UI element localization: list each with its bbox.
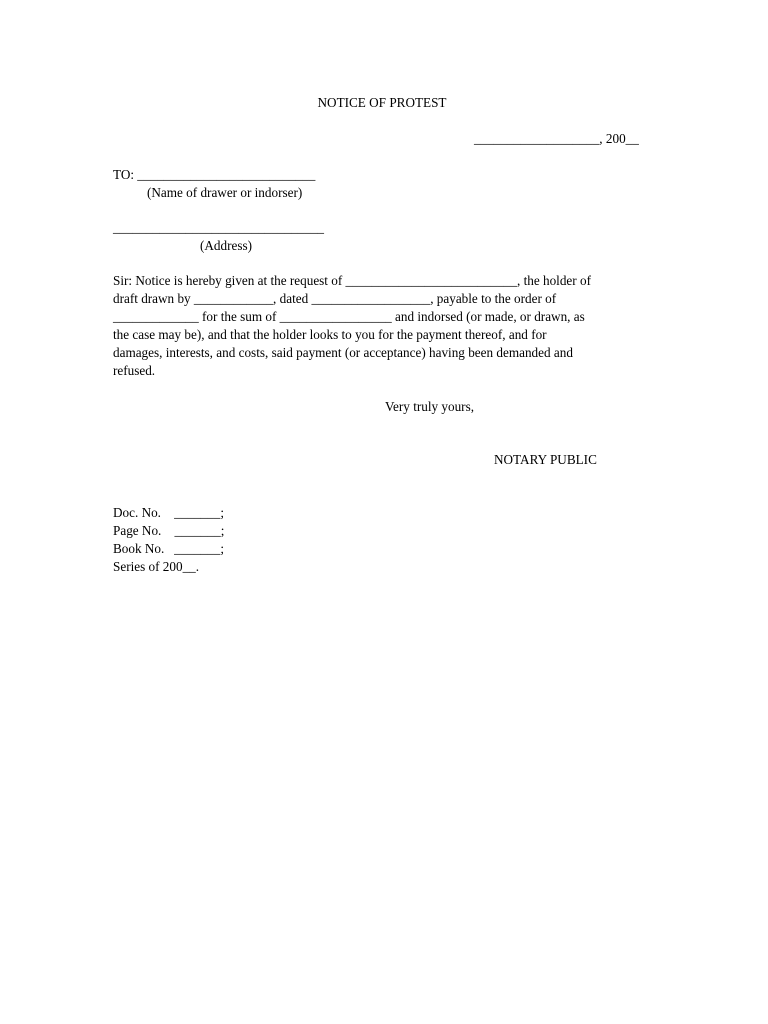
registry-book-no: Book No. _______; bbox=[113, 541, 224, 556]
addressee-caption: (Name of drawer or indorser) bbox=[147, 185, 303, 200]
body-line: Sir: Notice is hereby given at the request of __________________________, the holder of bbox=[113, 273, 591, 288]
body-line: draft drawn by ____________, dated __________________, payable to the order of bbox=[113, 291, 557, 306]
body-line: refused. bbox=[113, 363, 156, 378]
registry-page-no: Page No. _______; bbox=[113, 523, 225, 538]
document-title: NOTICE OF PROTEST bbox=[317, 95, 447, 110]
registry-doc-no: Doc. No. _______; bbox=[113, 505, 224, 520]
body-line: damages, interests, and costs, said payment (or acceptance) having been demanded and bbox=[113, 345, 573, 360]
date-line: ___________________, 200__ bbox=[474, 131, 639, 146]
signatory-title: NOTARY PUBLIC bbox=[494, 452, 597, 467]
closing-salutation: Very truly yours, bbox=[385, 399, 475, 414]
registry-series: Series of 200__. bbox=[113, 559, 200, 574]
address-blank: ________________________________ bbox=[113, 220, 324, 235]
body-line: the case may be), and that the holder looks to you for the payment thereof, and for bbox=[113, 327, 547, 342]
address-caption: (Address) bbox=[200, 238, 253, 253]
body-line: _____________ for the sum of _________________ and indorsed (or made, or drawn, as bbox=[113, 309, 585, 324]
addressee-line: TO: ___________________________ bbox=[113, 167, 316, 182]
